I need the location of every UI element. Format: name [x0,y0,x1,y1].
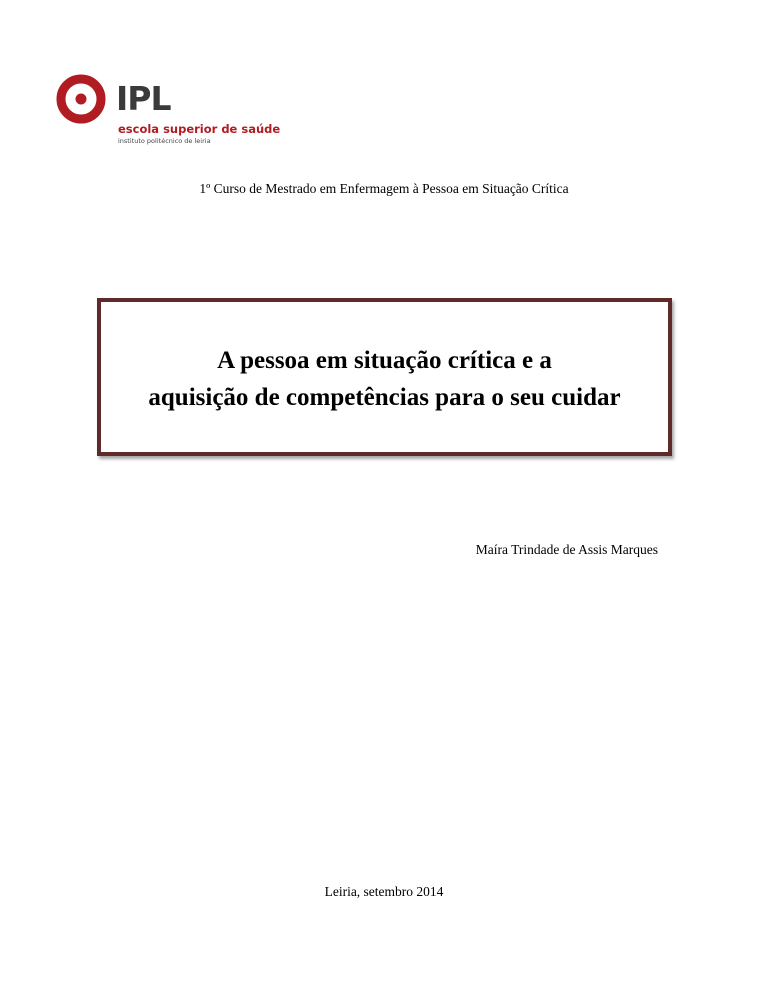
institution-logo [56,74,281,154]
logo-wordmark: IPL [116,79,171,118]
title-line-2: aquisição de competências para o seu cuidar [148,384,621,411]
logo-institute-name: instituto politécnico de leiria [118,137,211,145]
ipl-logo-mark [56,74,108,126]
author-name: Maíra Trindade de Assis Marques [475,542,658,557]
course-name: 1º Curso de Mestrado em Enfermagem à Pessoa em Situação Crítica [199,181,569,196]
logo-school-name: escola superior de saúde [118,122,281,136]
place-date: Leiria, setembro 2014 [324,884,444,899]
title-box [97,298,672,456]
document-title [101,342,668,416]
title-line-1: A pessoa em situação crítica e a [217,347,552,374]
